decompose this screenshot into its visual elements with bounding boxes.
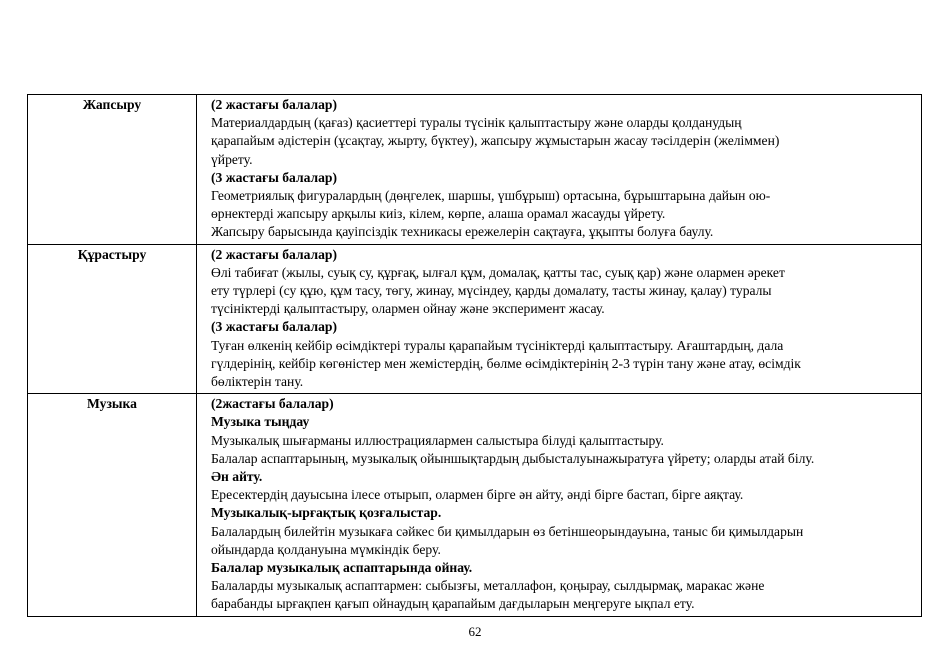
section-heading: Балалар музыкалық аспаптарында ойнау. [211, 560, 473, 576]
content-line: қарапайым әдістерін (ұсақтау, жырту, бүктеу), жапсыру жұмыстарын жасау тәсілдерін (желіммен) [211, 133, 780, 149]
section-heading: (3 жастағы балалар) [211, 319, 338, 335]
content-line: Жапсыру барысында қауіпсіздік техникасы ережелерін сақтауға, ұқыпты болуға баулу. [211, 224, 714, 240]
curriculum-table [27, 94, 922, 617]
section-heading: (2 жастағы балалар) [211, 246, 338, 262]
content-cell [197, 95, 922, 245]
section-heading: Музыкалық-ырғақтық қозғалыстар. [211, 505, 442, 521]
content-line: Геометриялық фигуралардың (дөңгелек, шаршы, үшбұрыш) ортасына, бұрыштарына дайын ою- [211, 188, 771, 204]
table-row [28, 244, 922, 394]
subject-cell: Музыка [28, 394, 197, 616]
section-heading: (2 жастағы балалар) [211, 97, 338, 112]
section-heading: Музыка тыңдау [211, 414, 310, 430]
table-row [28, 95, 922, 245]
subject-cell: Жапсыру [28, 95, 197, 245]
table-body [28, 95, 922, 617]
content-line: гүлдерінің, кейбір көгөністер мен жемістердің, бөлме өсімдіктерінің 2-3 түрін тану және атау, өсімдік [211, 355, 801, 371]
table-row [28, 394, 922, 616]
content-cell [197, 244, 922, 394]
content-line: Балаларды музыкалық аспаптармен: сыбызғы, металлафон, қоңырау, сылдырмақ, маракас және [211, 578, 765, 594]
section-heading: (2жастағы балалар) [211, 396, 334, 412]
content-line: үйрету. [211, 151, 253, 167]
subject-cell: Құрастыру [28, 244, 197, 394]
content-line: бөліктерін тану. [211, 374, 304, 390]
content-line: барабанды ырғақпен қағып ойнаудың қарапайым дағдыларын меңгеруге ықпал ету. [211, 596, 695, 612]
content-line: Материалдардың (қағаз) қасиеттері туралы түсінік қалыптастыру және оларды қолданудың [211, 115, 742, 131]
content-line: Ересектердің дауысына ілесе отырып, олармен бірге ән айту, әнді бірге бастап, бірге аяқтау. [211, 487, 744, 503]
content-line: ету түрлері (су құю, құм тасу, төгу, жинау, мүсіндеу, қарды домалату, тасты жинау, қалау) туралы [211, 283, 772, 299]
content-line: Балалар аспаптарының, музыкалық ойыншықтардың дыбысталуынажыратуға үйрету; оларды атай білу. [211, 450, 815, 466]
section-heading: Ән айту. [211, 469, 263, 485]
section-heading: (3 жастағы балалар) [211, 169, 338, 185]
content-line: Туған өлкенің кейбір өсімдіктері туралы қарапайым түсініктерді қалыптастыру. Ағаштардың, дала [211, 337, 784, 353]
content-line: Өлі табиғат (жылы, суық су, құрғақ, ылғал құм, домалақ, қатты тас, суық қар) және олармен әрекет [211, 264, 785, 280]
content-line: Музыкалық шығарманы иллюстрациялармен салыстыра білуді қалыптастыру. [211, 432, 664, 448]
content-line: өрнектерді жапсыру арқылы киіз, кілем, көрпе, алаша орамал жасауды үйрету. [211, 206, 666, 222]
page-number: 62 [468, 624, 482, 639]
content-line: ойындарда қолдануына мүмкіндік беру. [211, 541, 441, 557]
content-line: Балалардың билейтін музыкаға сәйкес би қимылдарын өз бетіншеорындауына, таныс би қимылдарын [211, 523, 804, 539]
content-cell [197, 394, 922, 616]
content-line: түсініктерді қалыптастыру, олармен ойнау және эксперимент жасау. [211, 301, 605, 317]
